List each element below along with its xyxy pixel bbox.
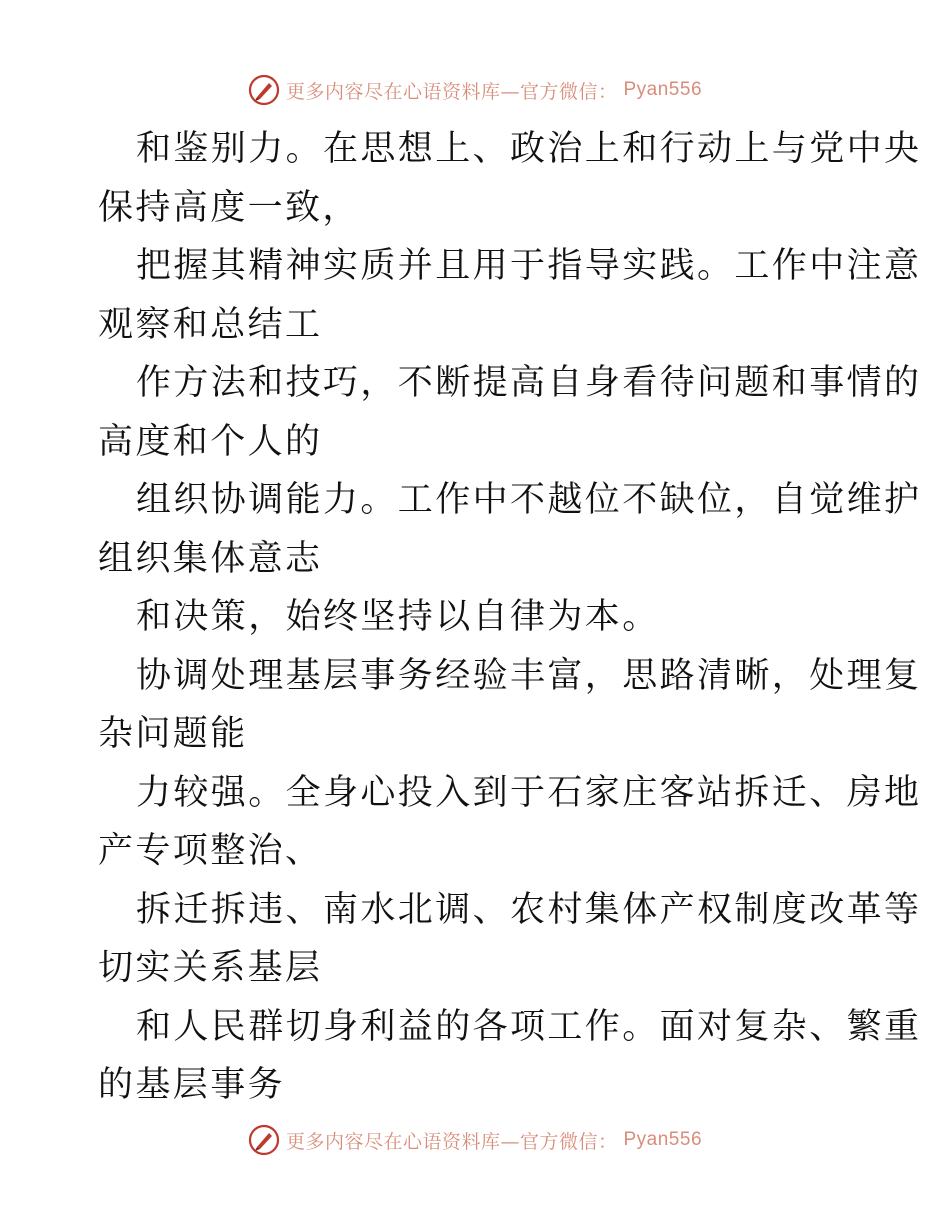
body-line: 保持高度一致，	[98, 187, 360, 228]
page-footer-watermark	[0, 1120, 950, 1160]
quill-pen-icon	[248, 1124, 280, 1156]
page-header-watermark	[0, 70, 950, 110]
body-line: 组织集体意志	[98, 538, 323, 579]
body-line: 协调处理基层事务经验丰富，思路清晰，处理复	[136, 655, 922, 696]
body-line: 的基层事务	[98, 1065, 286, 1105]
body-line: 和人民群切身利益的各项工作。面对复杂、繁重	[136, 1006, 922, 1047]
body-line: 把握其精神实质并且用于指导实践。工作中注意	[136, 246, 922, 286]
body-line: 和鉴别力。在思想上、政治上和行动上与党中央	[136, 129, 922, 169]
body-line: 拆迁拆违、南水北调、农村集体产权制度改革等	[136, 889, 922, 930]
body-line: 杂问题能	[98, 714, 248, 754]
body-line: 和决策，始终坚持以自律为本。	[136, 597, 660, 637]
watermark-id: Pyan556	[623, 79, 703, 100]
body-line: 产专项整治、	[98, 831, 323, 871]
body-line: 切实关系基层	[98, 948, 323, 988]
watermark-brand	[248, 1124, 702, 1156]
body-line: 高度和个人的	[98, 421, 323, 462]
watermark-text: 更多内容尽在心语资料库—官方微信：	[285, 1130, 618, 1153]
watermark-brand	[248, 74, 702, 106]
body-line: 力较强。全身心投入到于石家庄客站拆迁、房地	[136, 772, 922, 813]
document-body	[98, 120, 922, 1115]
quill-pen-icon	[248, 74, 280, 106]
body-line: 观察和总结工	[98, 304, 323, 345]
body-line: 组织协调能力。工作中不越位不缺位，自觉维护	[136, 480, 922, 520]
watermark-text: 更多内容尽在心语资料库—官方微信：	[285, 80, 618, 103]
watermark-id: Pyan556	[623, 1129, 703, 1150]
body-line: 作方法和技巧，不断提高自身看待问题和事情的	[136, 363, 922, 403]
